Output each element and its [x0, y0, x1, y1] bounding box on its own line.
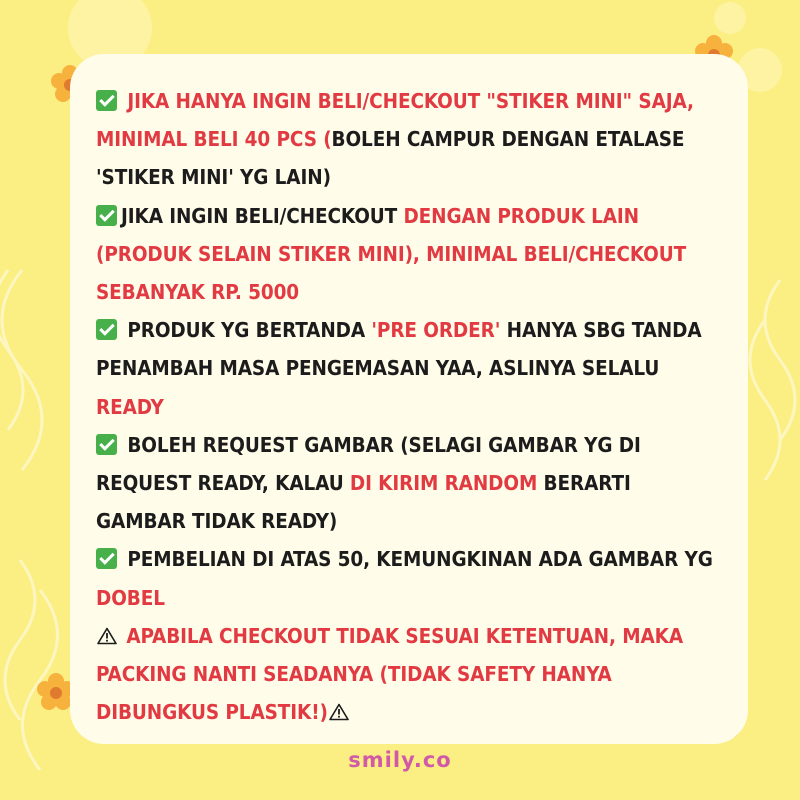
warning-icon [329, 703, 349, 721]
rule-item [96, 311, 724, 426]
rule-item [96, 82, 724, 197]
rule-item [96, 197, 724, 312]
rule-text-highlight: JIKA HANYA INGIN BELI/CHECKOUT "STIKER MINI" SAJA, MINIMAL BELI 40 PCS ( [96, 89, 694, 152]
rule-text: BOLEH REQUEST GAMBAR (SELAGI GAMBAR YG DI REQUEST READY, KALAU [96, 432, 641, 496]
brand-logo: smily.co [348, 748, 452, 772]
rule-text: JIKA INGIN BELI/CHECKOUT [121, 203, 404, 228]
rule-text: HANYA SBG TANDA PENAMBAH MASA PENGEMASAN YAA, ASLINYA SELALU [96, 318, 702, 381]
check-icon [96, 205, 117, 226]
check-icon [96, 434, 117, 455]
rule-text: PEMBELIAN DI ATAS 50, KEMUNGKINAN ADA GAMBAR YG [121, 547, 713, 572]
rule-item [96, 426, 724, 541]
rule-text: BOLEH CAMPUR DENGAN ETALASE 'STIKER MINI' YG LAIN) [96, 127, 685, 190]
rule-text: PRODUK YG BERTANDA [121, 318, 372, 343]
rules-card [70, 54, 748, 744]
rule-text-highlight: 'PRE ORDER' [371, 318, 501, 343]
warning-icon [97, 627, 117, 645]
rule-text-highlight: DENGAN PRODUK LAIN (PRODUK SELAIN STIKER MINI), MINIMAL BELI/CHECKOUT SEBANYAK RP. 5000 [96, 203, 687, 305]
check-icon [96, 319, 117, 340]
rules-list [96, 82, 724, 731]
rule-item [96, 540, 724, 616]
rule-text-highlight: DI KIRIM RANDOM [349, 471, 538, 496]
rule-text-highlight: DOBEL [96, 585, 165, 610]
warning-item [96, 617, 724, 732]
rule-text: BERARTI GAMBAR TIDAK READY) [96, 471, 631, 534]
check-icon [96, 90, 117, 111]
rule-text-highlight: READY [96, 394, 164, 419]
check-icon [96, 548, 117, 569]
warning-text: APABILA CHECKOUT TIDAK SESUAI KETENTUAN, MAKA PACKING NANTI SEADANYA (TIDAK SAFETY HANYA DIBUNGKUS PLASTIK!) [96, 623, 684, 725]
